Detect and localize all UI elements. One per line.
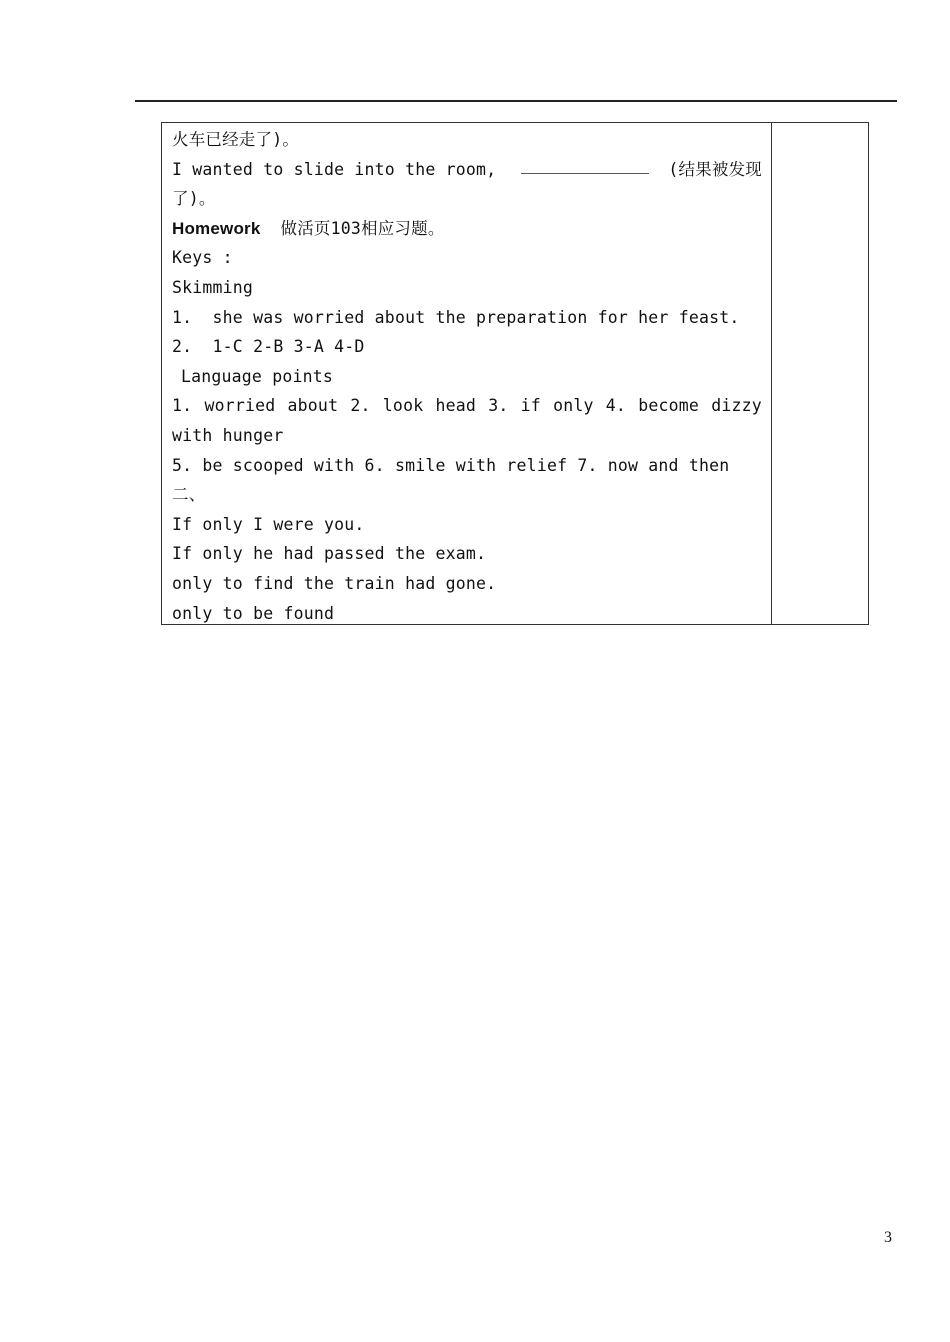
header-rule (135, 100, 897, 102)
hint-text: (结果被发现 (668, 159, 762, 179)
language-points-heading: Language points (181, 366, 334, 386)
text-line: 了)。 (172, 189, 216, 209)
homework-label: Homework (172, 218, 261, 238)
text-line: 火车已经走了)。 (172, 130, 300, 149)
fill-blank (521, 155, 649, 174)
answer-line: only to find the train had gone. (172, 573, 497, 593)
answer-line: 2. 1-C 2-B 3-A 4-D (172, 337, 365, 357)
language-point-word: 3. (488, 396, 509, 416)
language-point-word: only (553, 396, 594, 416)
language-point-word: 2. (350, 396, 371, 416)
skimming-heading: Skimming (172, 277, 254, 297)
language-point-word: 4. (605, 396, 627, 416)
sentence-text: I wanted to slide into the room, (172, 159, 497, 179)
language-point-word: become (638, 396, 700, 416)
section-two-heading: 二、 (172, 485, 206, 505)
language-points-line: 5. be scooped with 6. smile with relief 7. now and then (172, 455, 730, 475)
homework-text: 做活页103相应习题。 (280, 218, 445, 238)
text-line: with hunger (172, 425, 284, 445)
language-point-word: 1. (172, 396, 193, 416)
answer-line: If only he had passed the exam. (172, 544, 487, 564)
language-point-word: if (520, 396, 541, 416)
homework-line (172, 214, 762, 244)
keys-heading: Keys : (172, 248, 233, 268)
language-point-word: worried (204, 396, 276, 416)
lesson-table (161, 122, 869, 625)
language-point-word: about (287, 396, 339, 416)
text-line (172, 155, 762, 185)
language-point-word: dizzy (711, 396, 762, 416)
language-points-line (172, 391, 762, 421)
language-point-word: head (435, 396, 477, 416)
content-cell (172, 125, 762, 628)
answer-line: only to be found (172, 603, 335, 623)
answer-line: If only I were you. (172, 514, 365, 534)
answer-line: 1. she was worried about the preparation for her feast. (172, 307, 740, 327)
page-number: 3 (884, 1229, 892, 1246)
column-divider (771, 123, 772, 624)
language-point-word: look (382, 396, 424, 416)
